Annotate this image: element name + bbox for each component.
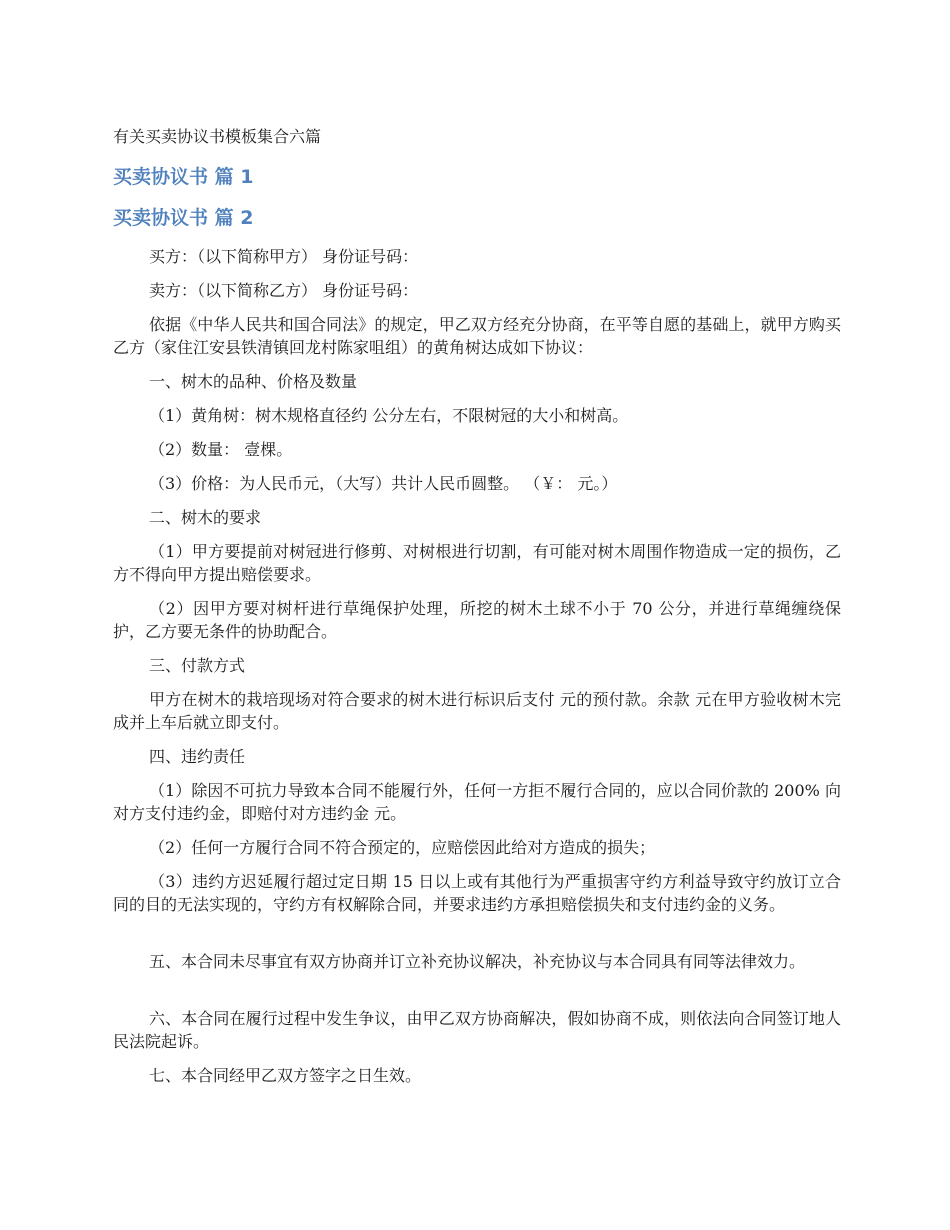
paragraph-buyer: 买方：（以下简称甲方） 身份证号码： — [149, 247, 419, 266]
paragraph-item: （3）价格：为人民币元，（大写）共计人民币圆整。 （￥： 元。） — [149, 474, 618, 493]
clause-heading-2: 二、树木的要求 — [149, 508, 262, 527]
paragraph-item: （2）因甲方要对树杆进行草绳保护处理，所挖的树木土球不小于 70 公分，并进行草绳缠绕保护，乙方要无条件的协助配合。 — [113, 599, 841, 641]
paragraph-seller: 卖方：（以下简称乙方） 身份证号码： — [149, 281, 419, 300]
document-body — [113, 245, 841, 1098]
paragraph-item: （2）任何一方履行合同不符合预定的，应赔偿因此给对方造成的损失； — [149, 838, 656, 857]
paragraph-item: （3）违约方迟延履行超过定日期 15 日以上或有其他行为严重损害守约方利益导致守约放订立合同的目的无法实现的，守约方有权解除合同，并要求违约方承担赔偿损失和支付违约金的义务。 — [113, 872, 841, 914]
clause-heading-3: 三、付款方式 — [149, 656, 246, 675]
clause-6: 六、本合同在履行过程中发生争议，由甲乙双方协商解决，假如协商不成，则依法向合同签订地人民法院起诉。 — [113, 1009, 841, 1051]
clause-heading-1: 一、树木的品种、价格及数量 — [149, 372, 358, 391]
clause-7: 七、本合同经甲乙双方签字之日生效。 — [149, 1066, 422, 1085]
section-heading-2: 买卖协议书 篇 2 — [113, 207, 254, 229]
paragraph-item: （1）黄角树：树木规格直径约 公分左右，不限树冠的大小和树高。 — [149, 406, 629, 425]
paragraph-basis: 依据《中华人民共和国合同法》的规定，甲乙双方经充分协商，在平等自愿的基础上，就甲方购买乙方（家住江安县铁清镇回龙村陈家咀组）的黄角树达成如下协议： — [113, 315, 841, 357]
paragraph-item: （1）甲方要提前对树冠进行修剪、对树根进行切割，有可能对树木周围作物造成一定的损伤，乙方不得向甲方提出赔偿要求。 — [113, 542, 841, 584]
section-heading-1: 买卖协议书 篇 1 — [113, 166, 254, 188]
clause-5: 五、本合同未尽事宜有双方协商并订立补充协议解决，补充协议与本合同具有同等法律效力。 — [149, 952, 806, 971]
paragraph-item: （2）数量： 壹棵。 — [149, 440, 293, 459]
paragraph-item: （1）除因不可抗力导致本合同不能履行外，任何一方拒不履行合同的，应以合同价款的 200% 向对方支付违约金，即赔付对方违约金 元。 — [113, 781, 841, 823]
paragraph-payment: 甲方在树木的栽培现场对符合要求的树木进行标识后支付 元的预付款。余款 元在甲方验收树木完成并上车后就立即支付。 — [113, 690, 841, 732]
document-title: 有关买卖协议书模板集合六篇 — [113, 127, 322, 146]
clause-heading-4: 四、违约责任 — [149, 747, 246, 766]
